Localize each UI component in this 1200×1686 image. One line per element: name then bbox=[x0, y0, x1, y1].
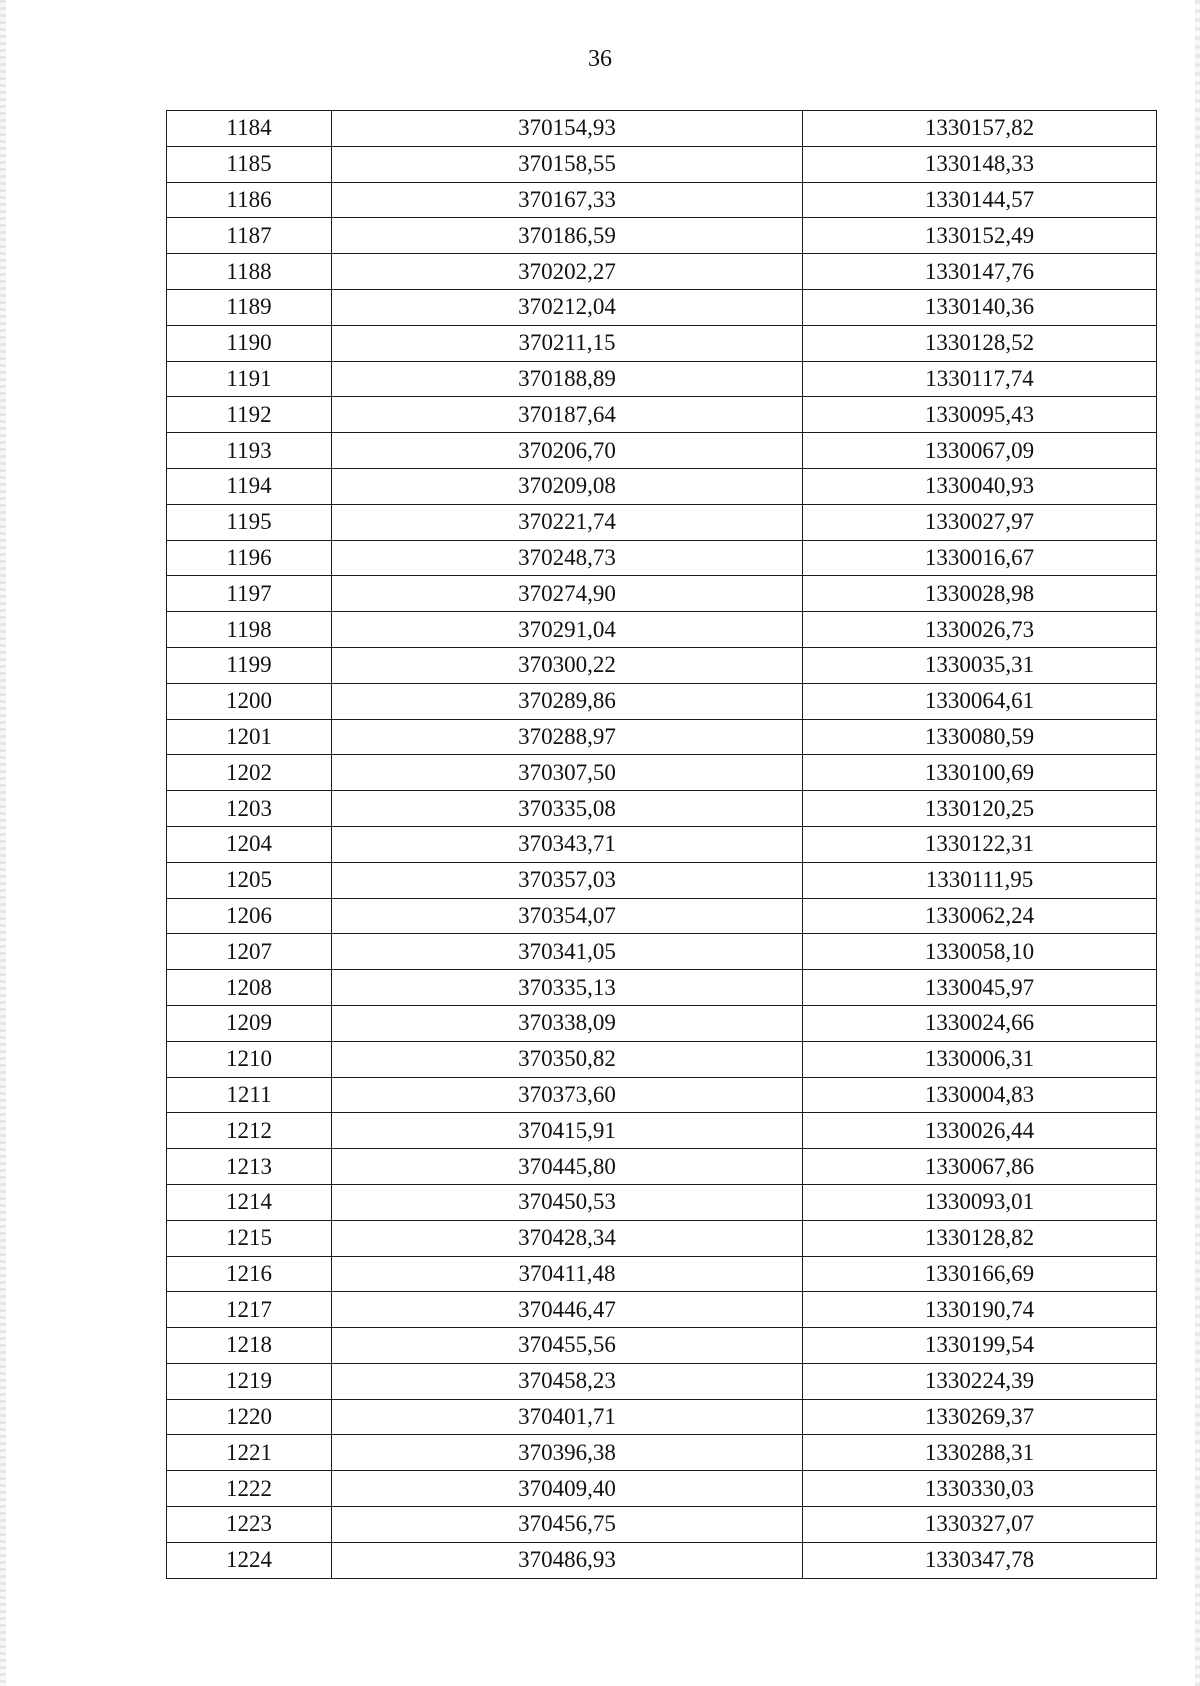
x-coordinate-cell: 370206,70 bbox=[332, 433, 803, 469]
page-number: 36 bbox=[588, 46, 612, 72]
x-coordinate-cell: 370357,03 bbox=[332, 862, 803, 898]
y-coordinate-cell: 1330157,82 bbox=[803, 111, 1157, 147]
point-number-cell: 1223 bbox=[167, 1507, 332, 1543]
table-row bbox=[167, 683, 1157, 719]
x-coordinate-cell: 370202,27 bbox=[332, 254, 803, 290]
table-row bbox=[167, 862, 1157, 898]
x-coordinate-cell: 370446,47 bbox=[332, 1292, 803, 1328]
y-coordinate-cell: 1330144,57 bbox=[803, 182, 1157, 218]
table-row bbox=[167, 146, 1157, 182]
y-coordinate-cell: 1330327,07 bbox=[803, 1507, 1157, 1543]
point-number-cell: 1208 bbox=[167, 970, 332, 1006]
y-coordinate-cell: 1330330,03 bbox=[803, 1471, 1157, 1507]
table-row bbox=[167, 504, 1157, 540]
point-number-cell: 1198 bbox=[167, 612, 332, 648]
point-number-cell: 1213 bbox=[167, 1149, 332, 1185]
y-coordinate-cell: 1330166,69 bbox=[803, 1256, 1157, 1292]
table-row bbox=[167, 1542, 1157, 1578]
point-number-cell: 1191 bbox=[167, 361, 332, 397]
scan-edge-left bbox=[0, 0, 6, 1686]
table-row bbox=[167, 1184, 1157, 1220]
point-number-cell: 1196 bbox=[167, 540, 332, 576]
point-number-cell: 1199 bbox=[167, 647, 332, 683]
y-coordinate-cell: 1330199,54 bbox=[803, 1328, 1157, 1364]
x-coordinate-cell: 370338,09 bbox=[332, 1005, 803, 1041]
y-coordinate-cell: 1330120,25 bbox=[803, 791, 1157, 827]
y-coordinate-cell: 1330147,76 bbox=[803, 254, 1157, 290]
y-coordinate-cell: 1330040,93 bbox=[803, 468, 1157, 504]
x-coordinate-cell: 370300,22 bbox=[332, 647, 803, 683]
x-coordinate-cell: 370373,60 bbox=[332, 1077, 803, 1113]
table-row bbox=[167, 111, 1157, 147]
table-row bbox=[167, 826, 1157, 862]
point-number-cell: 1207 bbox=[167, 934, 332, 970]
x-coordinate-cell: 370445,80 bbox=[332, 1149, 803, 1185]
y-coordinate-cell: 1330035,31 bbox=[803, 647, 1157, 683]
y-coordinate-cell: 1330067,86 bbox=[803, 1149, 1157, 1185]
y-coordinate-cell: 1330024,66 bbox=[803, 1005, 1157, 1041]
point-number-cell: 1200 bbox=[167, 683, 332, 719]
x-coordinate-cell: 370428,34 bbox=[332, 1220, 803, 1256]
y-coordinate-cell: 1330128,52 bbox=[803, 325, 1157, 361]
table-row bbox=[167, 1328, 1157, 1364]
y-coordinate-cell: 1330100,69 bbox=[803, 755, 1157, 791]
y-coordinate-cell: 1330016,67 bbox=[803, 540, 1157, 576]
y-coordinate-cell: 1330095,43 bbox=[803, 397, 1157, 433]
y-coordinate-cell: 1330006,31 bbox=[803, 1041, 1157, 1077]
point-number-cell: 1201 bbox=[167, 719, 332, 755]
y-coordinate-cell: 1330347,78 bbox=[803, 1542, 1157, 1578]
point-number-cell: 1202 bbox=[167, 755, 332, 791]
y-coordinate-cell: 1330140,36 bbox=[803, 289, 1157, 325]
x-coordinate-cell: 370450,53 bbox=[332, 1184, 803, 1220]
table-row bbox=[167, 934, 1157, 970]
point-number-cell: 1204 bbox=[167, 826, 332, 862]
y-coordinate-cell: 1330111,95 bbox=[803, 862, 1157, 898]
y-coordinate-cell: 1330064,61 bbox=[803, 683, 1157, 719]
table-row bbox=[167, 719, 1157, 755]
table-row bbox=[167, 1507, 1157, 1543]
x-coordinate-cell: 370458,23 bbox=[332, 1363, 803, 1399]
y-coordinate-cell: 1330288,31 bbox=[803, 1435, 1157, 1471]
table-row bbox=[167, 218, 1157, 254]
x-coordinate-cell: 370401,71 bbox=[332, 1399, 803, 1435]
y-coordinate-cell: 1330224,39 bbox=[803, 1363, 1157, 1399]
x-coordinate-cell: 370343,71 bbox=[332, 826, 803, 862]
y-coordinate-cell: 1330152,49 bbox=[803, 218, 1157, 254]
x-coordinate-cell: 370288,97 bbox=[332, 719, 803, 755]
point-number-cell: 1218 bbox=[167, 1328, 332, 1364]
table-row bbox=[167, 1005, 1157, 1041]
y-coordinate-cell: 1330128,82 bbox=[803, 1220, 1157, 1256]
table-row bbox=[167, 1471, 1157, 1507]
x-coordinate-cell: 370411,48 bbox=[332, 1256, 803, 1292]
point-number-cell: 1193 bbox=[167, 433, 332, 469]
y-coordinate-cell: 1330026,73 bbox=[803, 612, 1157, 648]
table-row bbox=[167, 647, 1157, 683]
x-coordinate-cell: 370350,82 bbox=[332, 1041, 803, 1077]
point-number-cell: 1215 bbox=[167, 1220, 332, 1256]
y-coordinate-cell: 1330027,97 bbox=[803, 504, 1157, 540]
point-number-cell: 1186 bbox=[167, 182, 332, 218]
table-row bbox=[167, 1220, 1157, 1256]
x-coordinate-cell: 370167,33 bbox=[332, 182, 803, 218]
y-coordinate-cell: 1330004,83 bbox=[803, 1077, 1157, 1113]
x-coordinate-cell: 370335,08 bbox=[332, 791, 803, 827]
table-row bbox=[167, 1149, 1157, 1185]
x-coordinate-cell: 370341,05 bbox=[332, 934, 803, 970]
point-number-cell: 1221 bbox=[167, 1435, 332, 1471]
x-coordinate-cell: 370456,75 bbox=[332, 1507, 803, 1543]
y-coordinate-cell: 1330045,97 bbox=[803, 970, 1157, 1006]
y-coordinate-cell: 1330190,74 bbox=[803, 1292, 1157, 1328]
table-row bbox=[167, 468, 1157, 504]
x-coordinate-cell: 370307,50 bbox=[332, 755, 803, 791]
table-row bbox=[167, 540, 1157, 576]
x-coordinate-cell: 370486,93 bbox=[332, 1542, 803, 1578]
table-row bbox=[167, 1113, 1157, 1149]
table-row bbox=[167, 433, 1157, 469]
point-number-cell: 1184 bbox=[167, 111, 332, 147]
x-coordinate-cell: 370335,13 bbox=[332, 970, 803, 1006]
table-row bbox=[167, 325, 1157, 361]
point-number-cell: 1214 bbox=[167, 1184, 332, 1220]
table-row bbox=[167, 1435, 1157, 1471]
point-number-cell: 1212 bbox=[167, 1113, 332, 1149]
y-coordinate-cell: 1330093,01 bbox=[803, 1184, 1157, 1220]
x-coordinate-cell: 370212,04 bbox=[332, 289, 803, 325]
point-number-cell: 1187 bbox=[167, 218, 332, 254]
point-number-cell: 1203 bbox=[167, 791, 332, 827]
point-number-cell: 1210 bbox=[167, 1041, 332, 1077]
table-row bbox=[167, 1256, 1157, 1292]
y-coordinate-cell: 1330117,74 bbox=[803, 361, 1157, 397]
point-number-cell: 1224 bbox=[167, 1542, 332, 1578]
table-row bbox=[167, 791, 1157, 827]
y-coordinate-cell: 1330122,31 bbox=[803, 826, 1157, 862]
y-coordinate-cell: 1330148,33 bbox=[803, 146, 1157, 182]
x-coordinate-cell: 370455,56 bbox=[332, 1328, 803, 1364]
table-row bbox=[167, 576, 1157, 612]
table-row bbox=[167, 254, 1157, 290]
point-number-cell: 1217 bbox=[167, 1292, 332, 1328]
coordinates-table-body bbox=[167, 111, 1157, 1579]
x-coordinate-cell: 370354,07 bbox=[332, 898, 803, 934]
point-number-cell: 1211 bbox=[167, 1077, 332, 1113]
x-coordinate-cell: 370221,74 bbox=[332, 504, 803, 540]
x-coordinate-cell: 370409,40 bbox=[332, 1471, 803, 1507]
table-row bbox=[167, 755, 1157, 791]
x-coordinate-cell: 370248,73 bbox=[332, 540, 803, 576]
y-coordinate-cell: 1330058,10 bbox=[803, 934, 1157, 970]
point-number-cell: 1188 bbox=[167, 254, 332, 290]
table-row bbox=[167, 898, 1157, 934]
x-coordinate-cell: 370154,93 bbox=[332, 111, 803, 147]
table-row bbox=[167, 182, 1157, 218]
x-coordinate-cell: 370396,38 bbox=[332, 1435, 803, 1471]
point-number-cell: 1197 bbox=[167, 576, 332, 612]
table-row bbox=[167, 612, 1157, 648]
point-number-cell: 1195 bbox=[167, 504, 332, 540]
point-number-cell: 1220 bbox=[167, 1399, 332, 1435]
x-coordinate-cell: 370274,90 bbox=[332, 576, 803, 612]
point-number-cell: 1216 bbox=[167, 1256, 332, 1292]
x-coordinate-cell: 370188,89 bbox=[332, 361, 803, 397]
x-coordinate-cell: 370186,59 bbox=[332, 218, 803, 254]
table-row bbox=[167, 289, 1157, 325]
y-coordinate-cell: 1330067,09 bbox=[803, 433, 1157, 469]
x-coordinate-cell: 370211,15 bbox=[332, 325, 803, 361]
table-row bbox=[167, 397, 1157, 433]
point-number-cell: 1189 bbox=[167, 289, 332, 325]
x-coordinate-cell: 370209,08 bbox=[332, 468, 803, 504]
point-number-cell: 1219 bbox=[167, 1363, 332, 1399]
table-row bbox=[167, 1292, 1157, 1328]
x-coordinate-cell: 370158,55 bbox=[332, 146, 803, 182]
x-coordinate-cell: 370289,86 bbox=[332, 683, 803, 719]
y-coordinate-cell: 1330062,24 bbox=[803, 898, 1157, 934]
table-row bbox=[167, 361, 1157, 397]
point-number-cell: 1205 bbox=[167, 862, 332, 898]
point-number-cell: 1222 bbox=[167, 1471, 332, 1507]
table-row bbox=[167, 1077, 1157, 1113]
point-number-cell: 1192 bbox=[167, 397, 332, 433]
y-coordinate-cell: 1330269,37 bbox=[803, 1399, 1157, 1435]
y-coordinate-cell: 1330026,44 bbox=[803, 1113, 1157, 1149]
coordinates-table bbox=[166, 110, 1157, 1579]
point-number-cell: 1185 bbox=[167, 146, 332, 182]
table-row bbox=[167, 1399, 1157, 1435]
y-coordinate-cell: 1330080,59 bbox=[803, 719, 1157, 755]
x-coordinate-cell: 370187,64 bbox=[332, 397, 803, 433]
table-row bbox=[167, 1363, 1157, 1399]
x-coordinate-cell: 370415,91 bbox=[332, 1113, 803, 1149]
point-number-cell: 1190 bbox=[167, 325, 332, 361]
scan-edge-right bbox=[1195, 0, 1200, 1686]
x-coordinate-cell: 370291,04 bbox=[332, 612, 803, 648]
table-row bbox=[167, 1041, 1157, 1077]
point-number-cell: 1209 bbox=[167, 1005, 332, 1041]
point-number-cell: 1194 bbox=[167, 468, 332, 504]
y-coordinate-cell: 1330028,98 bbox=[803, 576, 1157, 612]
table-row bbox=[167, 970, 1157, 1006]
point-number-cell: 1206 bbox=[167, 898, 332, 934]
